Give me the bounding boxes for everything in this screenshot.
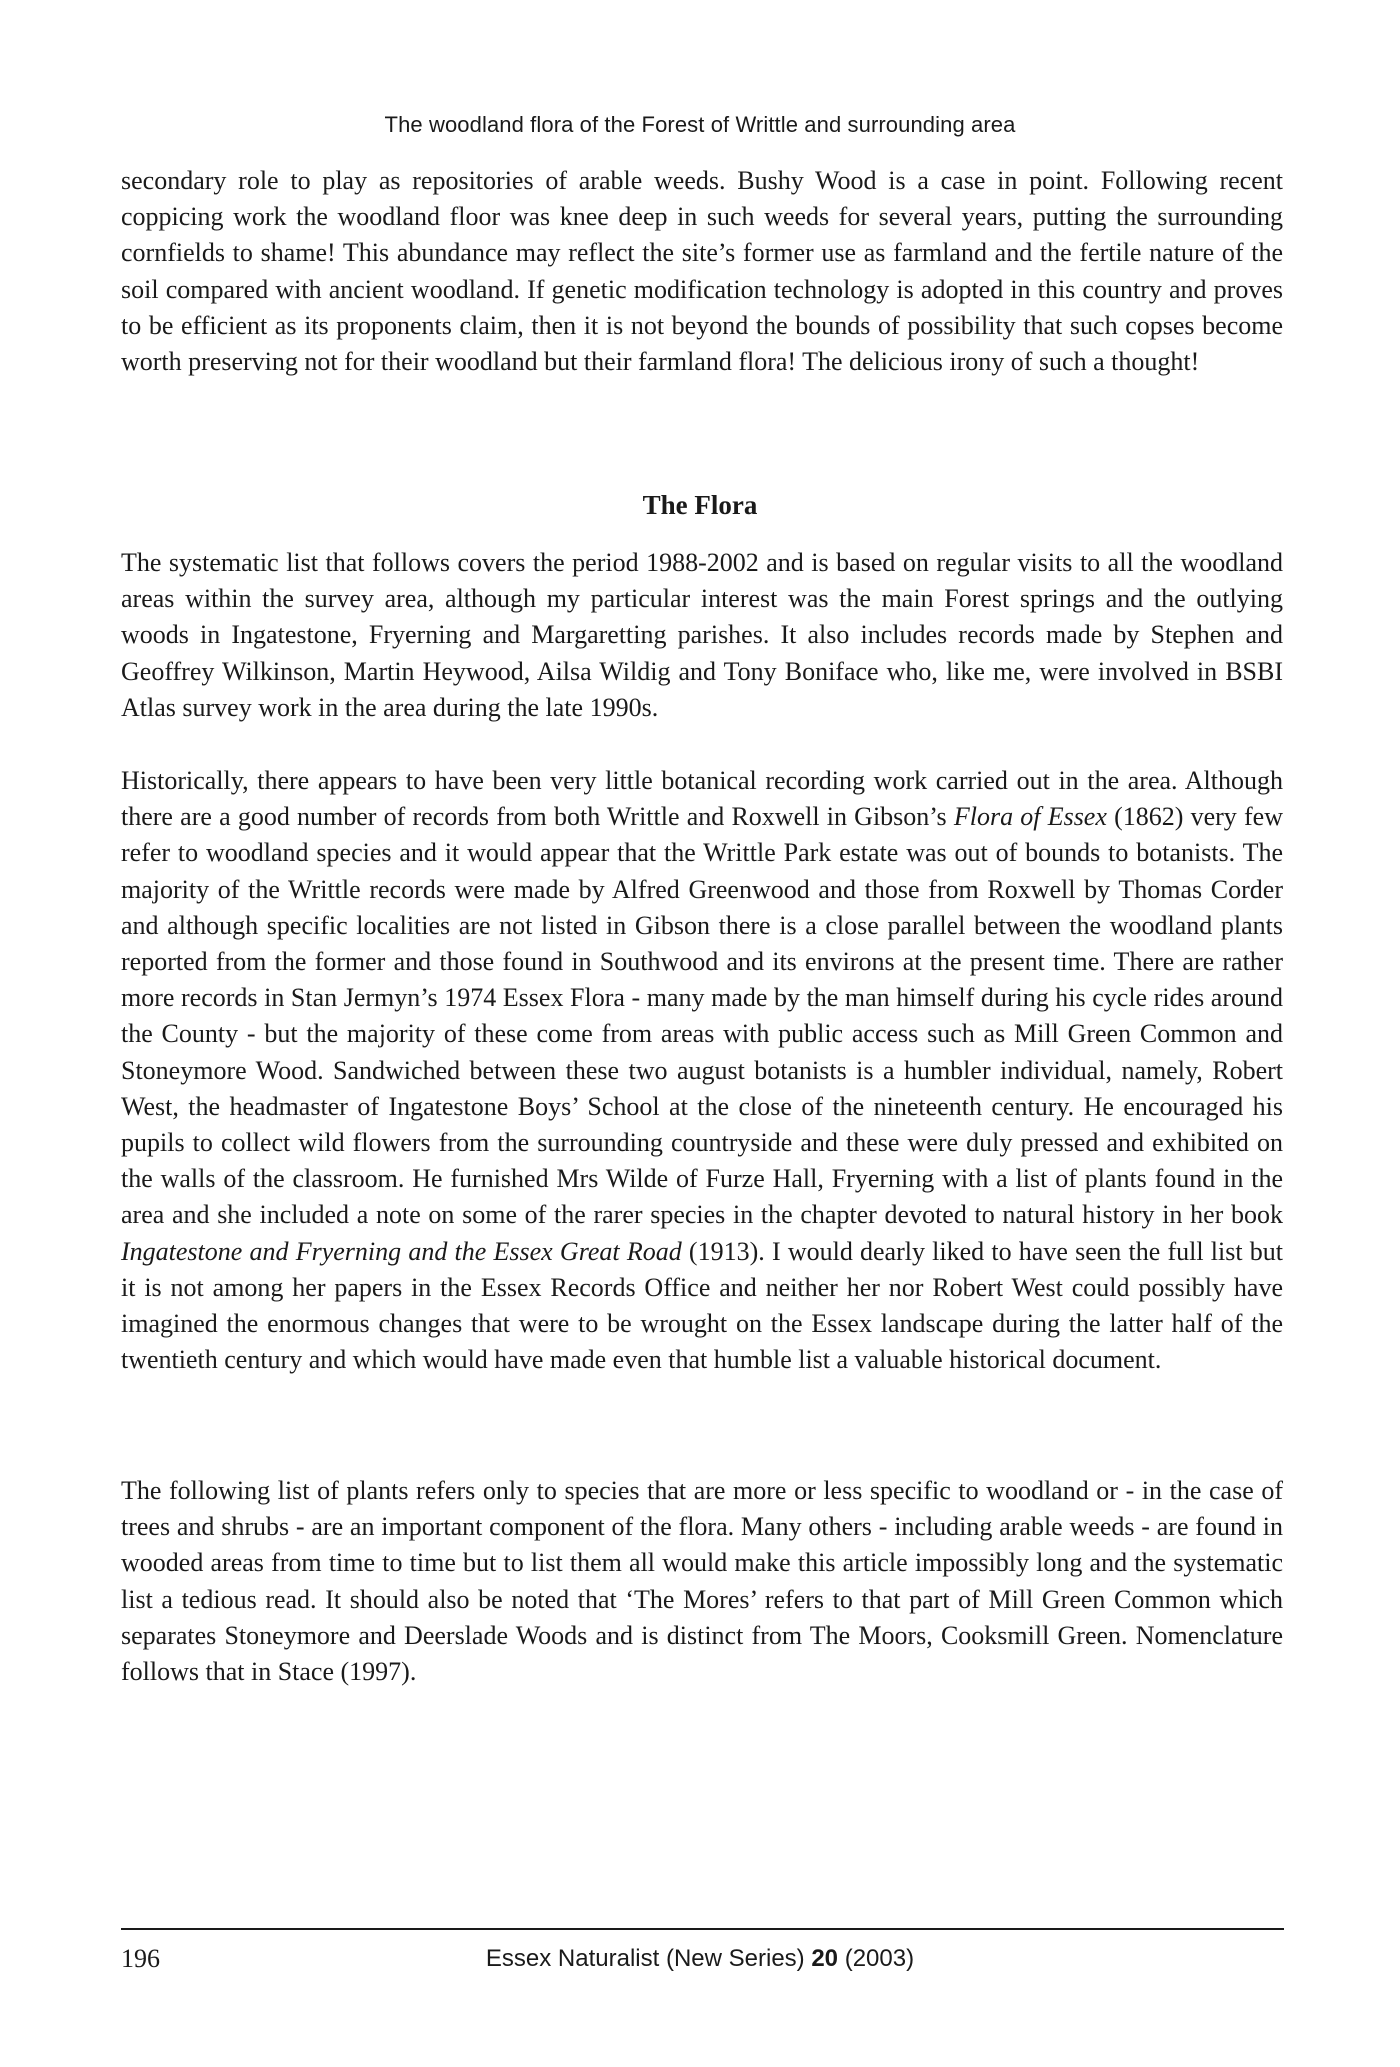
paragraph-text: Historically, there appears to have been very little botanical recording work carried out in the area. Although there are a good number of records from both Writtle and Roxwell in Gibson’s (121, 766, 1283, 832)
page-number: 196 (121, 1944, 160, 1973)
paragraph-arable-weeds: secondary role to play as repositories of arable weeds. Bushy Wood is a case in point. Following recent coppicing work the woodland floor was knee deep in such weeds for several years, putting the surrounding cornfields to shame! This abundance may reflect the site’s former use as farmland and the fertile nature of the soil compared with ancient woodland. If genetic modification technology is adopted in this country and proves to be efficient as its proponents claim, then it is not beyond the bounds of possibility that such copses become worth preserving not for their woodland but their farmland flora! The delicious irony of such a thought! (121, 166, 1283, 377)
running-header: The woodland flora of the Forest of Writtle and surrounding area (384, 112, 1016, 137)
section-heading: The Flora (642, 490, 758, 520)
footer-rule (121, 1928, 1284, 1930)
journal-volume: 20 (811, 1945, 839, 1972)
paragraph-species-scope: The following list of plants refers only to species that are more or less specific to woodland or - in the case of trees and shrubs - are an important component of the flora. Many others - including arable weeds - are found in wooded areas from time to time but to list them all would make this article impossibly long and the systematic list a tedious read. It should also be noted that ‘The Mores’ refers to that part of Mill Green Common which separates Stoneymore and Deerslade Woods and is distinct from The Moors, Cooksmill Green. Nomenclature follows that in Stace (1997). (121, 1476, 1283, 1687)
book-title-flora-of-essex: Flora of Essex (953, 802, 1107, 832)
paragraph-text: (1862) very few refer to woodland species and it would appear that the Writtle Park estate was out of bounds to botanists. The majority of the Writtle records were made by Alfred Greenwood and those from Roxwell by Thomas Corder and although specific localities are not listed in Gibson there is a close parallel between the woodland plants reported from the former and those found in Southwood and its environs at the present time. There are rather more records in Stan Jermyn’s 1974 Essex Flora - many made by the man himself during his cycle rides around the County - but the majority of these come from areas with public access such as Mill Green Common and Stoneymore Wood. Sandwiched between these two august botanists is a humbler individual, namely, Robert West, the headmaster of Ingatestone Boys’ School at the close of the nineteenth century. He encouraged his pupils to collect wild flowers from the surrounding countryside and these were duly pressed and exhibited on the walls of the classroom. He furnished Mrs Wilde of Furze Hall, Fryerning with a list of plants found in the area and she included a note on some of the rarer species in the chapter devoted to natural history in her book (121, 802, 1283, 1230)
journal-name: Essex Naturalist (New Series) (485, 1945, 812, 1972)
paragraph-systematic-list: The systematic list that follows covers the period 1988-2002 and is based on regular visits to all the woodland areas within the survey area, although my particular interest was the main Forest springs and the outlying woods in Ingatestone, Fryerning and Margaretting parishes. It also includes records made by Stephen and Geoffrey Wilkinson, Martin Heywood, Ailsa Wildig and Tony Boniface who, like me, were involved in BSBI Atlas survey work in the area during the late 1990s. (121, 548, 1283, 722)
journal-citation (440, 1945, 960, 1973)
book-title-ingatestone: Ingatestone and Fryerning and the Essex Great Road (121, 1236, 682, 1266)
paragraph-text: (1913). I would dearly liked to have seen the full list but it is not among her papers in the Essex Records Office and neither her nor Robert West could possibly have imagined the enormous changes that were to be wrought on the Essex landscape during the latter half of the twentieth century and which would have made even that humble list a valuable historical document. (121, 1236, 1284, 1375)
journal-year: (2003) (838, 1945, 915, 1972)
paragraph-historical-recording (121, 763, 1283, 1378)
